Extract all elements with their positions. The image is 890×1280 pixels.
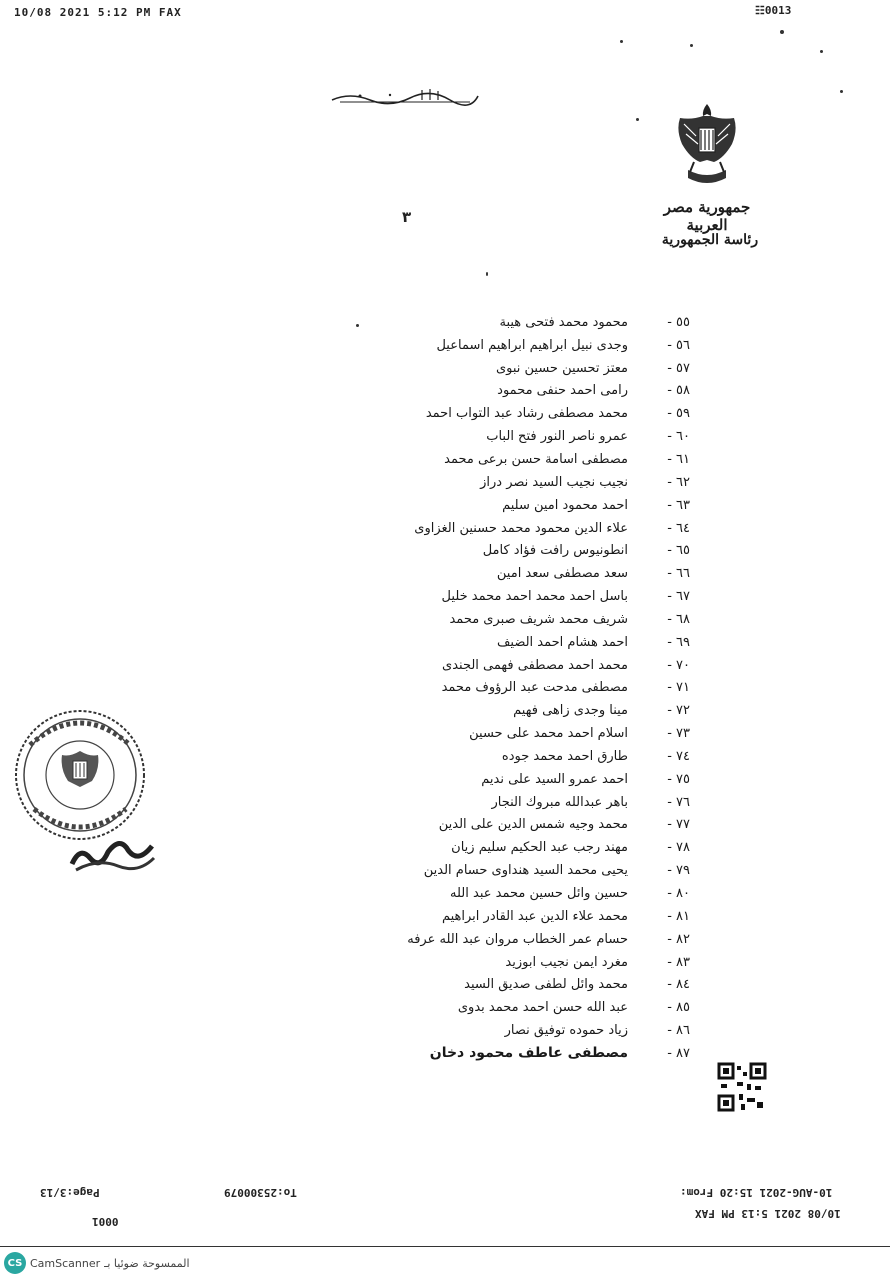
- list-item: [340, 494, 690, 517]
- footer-divider: [0, 1246, 890, 1247]
- list-item: [340, 380, 690, 403]
- list-item: [340, 928, 690, 951]
- fax-header: 10/08 2021 5:12 PM FAX: [14, 6, 182, 19]
- list-item: [340, 905, 690, 928]
- list-item-name: محمد احمد مصطفى فهمى الجندى: [442, 657, 628, 673]
- list-item-number: ٦٩ -: [667, 634, 690, 650]
- list-item: [340, 1019, 690, 1042]
- list-item-name: مصطفى اسامة حسن برعى محمد: [444, 451, 628, 467]
- list-item: [340, 996, 690, 1019]
- list-item-name: مغرد ايمن نجيب ابوزيد: [505, 954, 628, 970]
- camscanner-logo-icon: CS: [4, 1252, 26, 1274]
- scan-speck: [636, 118, 639, 121]
- list-item-name: محمد وائل لطفى صديق السيد: [464, 977, 628, 993]
- names-list: [340, 311, 690, 1065]
- list-item: [340, 836, 690, 859]
- list-item: [340, 1042, 690, 1065]
- list-item-number: ٨٦ -: [667, 1023, 690, 1039]
- camscanner-arabic: الممسوحة ضوئيا بـ: [104, 1256, 190, 1270]
- basmala-calligraphy: [330, 86, 480, 108]
- list-item-name: محمد علاء الدين عبد القادر ابراهيم: [441, 908, 628, 924]
- footer-from-info: 10-AUG-2021 15:20 From:: [680, 1186, 833, 1199]
- list-item-number: ٧٢ -: [667, 703, 690, 719]
- official-seal-icon: [10, 705, 150, 845]
- list-item: [340, 699, 690, 722]
- page-number-top-value: 0013: [764, 4, 792, 17]
- list-item-name: باهر عبدالله مبروك النجار: [491, 794, 628, 810]
- list-item-number: ٧١ -: [667, 680, 690, 696]
- list-item: [340, 608, 690, 631]
- scan-speck: [820, 50, 823, 53]
- list-item: [340, 357, 690, 380]
- list-item-number: ٧٧ -: [667, 817, 690, 833]
- list-item-number: ٥٧ -: [667, 360, 690, 376]
- list-item-name: سعد مصطفى سعد امين: [496, 566, 628, 582]
- list-item-number: ٨٣ -: [667, 954, 690, 970]
- list-item-name: مينا وجدى زاهى فهيم: [513, 703, 628, 719]
- list-item-name: علاء الدين محمود محمد حسنين الغزاوى: [414, 520, 628, 536]
- list-item-number: ٧٤ -: [667, 748, 690, 764]
- list-item: [340, 768, 690, 791]
- list-item-number: ٧٩ -: [667, 863, 690, 879]
- list-item: [340, 334, 690, 357]
- list-item: [340, 311, 690, 334]
- footer-page-code: 0001: [92, 1215, 119, 1228]
- list-item: [340, 791, 690, 814]
- list-item: [340, 425, 690, 448]
- list-item-name: انطونيوس رافت فؤاد كامل: [482, 543, 628, 559]
- list-item-number: ٦١ -: [667, 451, 690, 467]
- footer-page-info: Page:3/13: [40, 1186, 100, 1199]
- list-item-number: ٧٨ -: [667, 840, 690, 856]
- footer-to-number: To:25300079: [224, 1186, 297, 1199]
- list-item-number: ٦٧ -: [667, 589, 690, 605]
- list-item: [340, 722, 690, 745]
- list-item-number: ٦٣ -: [667, 497, 690, 513]
- list-item: [340, 539, 690, 562]
- list-item-name: شريف محمد شريف صبرى محمد: [449, 611, 628, 627]
- list-item: [340, 562, 690, 585]
- list-item: [340, 745, 690, 768]
- list-item-name: محمود محمد فتحى هيبة: [499, 314, 628, 330]
- scan-speck: [620, 40, 623, 43]
- list-item-number: ٦٤ -: [667, 520, 690, 536]
- list-item: [340, 471, 690, 494]
- list-item: [340, 402, 690, 425]
- list-item-number: ٨٢ -: [667, 931, 690, 947]
- list-item-name: زياد حموده توفيق نصار: [504, 1023, 628, 1039]
- list-item-number: ٦٢ -: [667, 474, 690, 490]
- list-item-name: نجيب نجيب السيد نصر دراز: [480, 474, 628, 490]
- scan-speck: [486, 272, 488, 276]
- list-item-number: ٥٨ -: [667, 383, 690, 399]
- scan-speck: [356, 324, 359, 327]
- list-item-number: ٦٠ -: [667, 429, 690, 445]
- list-item-number: ٨٥ -: [667, 1000, 690, 1016]
- camscanner-watermark: [4, 1252, 190, 1274]
- list-item-number: ٦٦ -: [667, 566, 690, 582]
- list-item: [340, 448, 690, 471]
- list-item: [340, 585, 690, 608]
- list-item-number: ٨٠ -: [667, 886, 690, 902]
- list-item: [340, 882, 690, 905]
- list-item-name: معتز تحسين حسين نبوى: [495, 360, 628, 376]
- list-item-number: ٥٥ -: [667, 314, 690, 330]
- list-item-name: يحيى محمد السيد هنداوى حسام الدين: [423, 863, 628, 879]
- list-item-name: عمرو ناصر النور فتح الباب: [486, 429, 628, 445]
- list-item: [340, 631, 690, 654]
- list-item-name: رامى احمد حنفى محمود: [497, 383, 628, 399]
- list-item: [340, 677, 690, 700]
- list-item-number: ٦٨ -: [667, 611, 690, 627]
- list-item-name: باسل احمد محمد احمد محمد خليل: [441, 589, 628, 605]
- list-item-number: ٨٤ -: [667, 977, 690, 993]
- ministry-line-1: جمهورية مصر العربية: [663, 198, 751, 234]
- list-item-number: ٦٥ -: [667, 543, 690, 559]
- camscanner-label: CamScanner: [30, 1256, 101, 1270]
- list-item-number: ٨٧ -: [667, 1045, 690, 1061]
- list-item-name: احمد هشام احمد الضيف: [496, 634, 628, 650]
- sheet-number: ٣: [402, 208, 412, 226]
- list-item-number: ٧٥ -: [667, 771, 690, 787]
- list-item-name: طارق احمد محمد جوده: [501, 748, 628, 764]
- list-item-number: ٧٦ -: [667, 794, 690, 810]
- qr-code-icon: [717, 1062, 767, 1112]
- list-item-number: ٥٦ -: [667, 337, 690, 353]
- list-item-name: حسين وائل حسين محمد عبد الله: [450, 886, 628, 902]
- list-item-name: مصطفى مدحت عبد الرؤوف محمد: [441, 680, 628, 696]
- list-item-name: مهند رجب عبد الحكيم سليم زيان: [451, 840, 628, 856]
- list-item-name: مصطفى عاطف محمود دخان: [429, 1045, 628, 1062]
- scan-speck: [690, 44, 693, 47]
- list-item-name: محمد مصطفى رشاد عبد التواب احمد: [425, 406, 628, 422]
- page-number-top: ☷0013: [755, 4, 792, 17]
- list-item-name: عبد الله حسن احمد محمد بدوى: [457, 1000, 628, 1016]
- eagle-emblem-icon: [672, 100, 742, 196]
- list-item-name: وجدى نبيل ابراهيم ابراهيم اسماعيل: [436, 337, 628, 353]
- list-item-number: ٥٩ -: [667, 406, 690, 422]
- list-item-name: احمد محمود امين سليم: [502, 497, 628, 513]
- list-item-name: احمد عمرو السيد على نديم: [481, 771, 628, 787]
- list-item-number: ٧٠ -: [667, 657, 690, 673]
- list-item-name: حسام عمر الخطاب مروان عبد الله عرفه: [407, 931, 628, 947]
- list-item: [340, 814, 690, 837]
- list-item: [340, 859, 690, 882]
- list-item: [340, 654, 690, 677]
- list-item: [340, 517, 690, 540]
- footer-fax-timestamp: 10/08 2021 5:13 PM FAX: [695, 1207, 841, 1220]
- list-item: [340, 973, 690, 996]
- list-item-number: ٨١ -: [667, 908, 690, 924]
- list-item: [340, 951, 690, 974]
- signature-scribble-icon: [68, 828, 158, 878]
- list-item-number: ٧٣ -: [667, 726, 690, 742]
- scan-speck: [780, 30, 784, 34]
- list-item-name: اسلام احمد محمد على حسين: [469, 726, 628, 742]
- ministry-line-2: رئاسة الجمهورية: [661, 232, 759, 248]
- scan-speck: [840, 90, 843, 93]
- list-item-name: محمد وجيه شمس الدين على الدين: [438, 817, 628, 833]
